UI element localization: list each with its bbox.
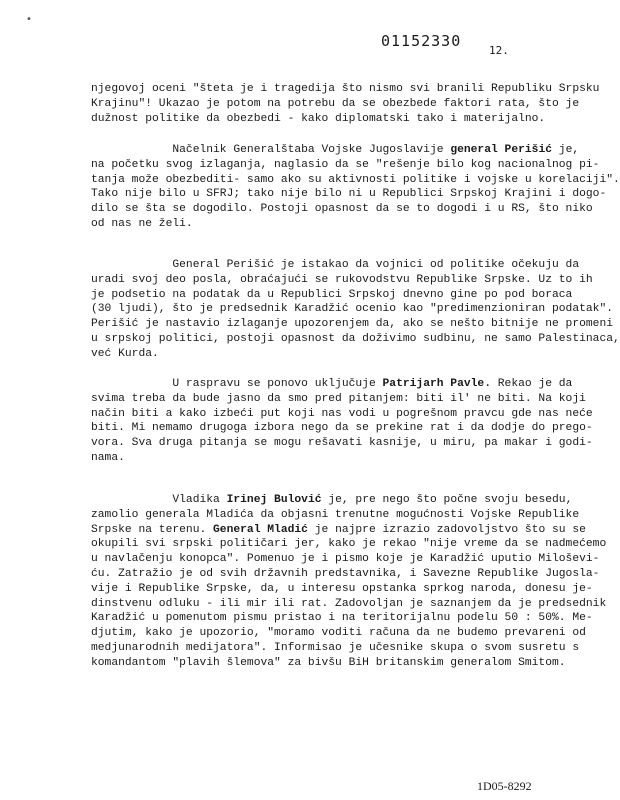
paragraph-line: General Perišić je istakao da vojnici od politike očekuju da bbox=[91, 259, 580, 271]
footer-document-code: 1D05-8292 bbox=[477, 779, 532, 793]
corner-mark: • bbox=[26, 14, 32, 25]
paragraph-line: Perišić je nastavio izlaganje upozorenjem da, ako se nešto bitnije ne promeni bbox=[91, 318, 614, 331]
speaker-name: Patrijarh Pavle. bbox=[382, 378, 491, 390]
paragraph-1 bbox=[91, 82, 600, 126]
paragraph-line: uradi svoj deo posla, obraćajući se rukovodstvu Republike Srpske. Uz to ih bbox=[91, 273, 593, 286]
paragraph-line: vije i Republike Srpske, da, u interesu opstanka sprkog naroda, donesu je- bbox=[91, 582, 593, 595]
paragraph-line: dilo se šta se dogodilo. Postoji opasnost da se to dogodi i u RS, što niko bbox=[91, 203, 593, 216]
paragraph-line: Načelnik Generalštaba Vojske Jugoslavije bbox=[91, 144, 451, 156]
paragraph-line: svima treba da bude jasno da smo pred pitanjem: biti il' ne biti. Na koji bbox=[91, 392, 586, 405]
paragraph-line: U raspravu se ponovo uključuje bbox=[91, 378, 383, 390]
paragraph-line: djutim, kako je upozorio, "moramo voditi računa da ne budemo prevareni od bbox=[91, 627, 586, 640]
paragraph-line: od nas ne želi. bbox=[91, 217, 193, 230]
paragraph-line: medjunarodnih medijatora". Informisao je učesnike skupa o svom susretu s bbox=[91, 641, 580, 654]
paragraph-line: je podsetio na podatak da u Republici Srpskoj dnevno gine po pod boraca bbox=[91, 288, 573, 301]
speaker-name: General Mladić bbox=[213, 523, 308, 536]
paragraph-line: način biti a kako izbeći put koji nas vodi u pogrešnom pravcu gde nas neće bbox=[91, 407, 593, 420]
paragraph-line: je, bbox=[552, 144, 580, 156]
paragraph-line: već Kurda. bbox=[91, 347, 159, 360]
paragraph-line: Krajinu"! Ukazao je potom na potrebu da se obezbede faktori rata, što je bbox=[91, 97, 580, 110]
paragraph-line: vora. Sva druga pitanja se mogu rešavati kasnije, u miru, pa makar i godi- bbox=[91, 437, 593, 450]
paragraph-line: tanja može obezbediti- samo ako su aktivnosti politike i vojske u korelaciji". bbox=[91, 173, 620, 186]
document-id-stamp: 01152330 bbox=[381, 32, 462, 50]
paragraph-line: Karadžić u pomenutom pismu pristao i na teritorijalnu podelu 50 : 50%. Me- bbox=[91, 612, 593, 625]
paragraph-line: ću. Zatražio je od svih državnih predstavnika, i Savezne Republike Jugosla- bbox=[91, 567, 600, 580]
paragraph-3 bbox=[91, 258, 620, 362]
paragraph-line: nama. bbox=[91, 451, 125, 464]
paragraph-line: Vladika bbox=[91, 494, 227, 506]
paragraph-line: okupili svi srpski političari jer, kako je rekao "nije vreme da se nadmećemo bbox=[91, 538, 607, 551]
paragraph-line: zamolio generala Mladića da objasni trenutne mogućnosti Vojske Republike bbox=[91, 508, 580, 521]
paragraph-line: dinstvenu odluku - ili mir ili rat. Zadovoljan je saznanjem da je predsednik bbox=[91, 597, 607, 610]
paragraph-line: u srpskoj politici, postoji opasnost da doživimo sudbinu, ne samo Palestinaca, bbox=[91, 332, 620, 345]
paragraph-4 bbox=[91, 377, 593, 466]
paragraph-line: u navlačenju konopca". Pomenuo je i pismo koje je Karadžić uputio Miloševi- bbox=[91, 553, 600, 566]
paragraph-line: dužnost politike da obezbedi - kako diplomatski tako i materijalno. bbox=[91, 112, 546, 125]
paragraph-line: Rekao je da bbox=[490, 378, 573, 390]
paragraph-line: je, pre nego što počne svoju besedu, bbox=[321, 494, 573, 506]
paragraph-line: Srpske na terenu. bbox=[91, 523, 214, 536]
paragraph-line: komandantom "plavih šlemova" za bivšu BiH britanskim generalom Smitom. bbox=[91, 656, 566, 669]
speaker-name: general Perišić bbox=[450, 144, 553, 156]
paragraph-line: (30 ljudi), što je predsednik Karadžić ocenio kao "predimenzioniran podatak". bbox=[91, 303, 614, 316]
paragraph-5 bbox=[91, 493, 607, 671]
page-number: 12. bbox=[489, 44, 509, 57]
paragraph-line: biti. Mi nemamo drugoga izbora nego da se prekine rat i da dodje do prego- bbox=[91, 422, 593, 435]
paragraph-line: na početku svog izlaganja, naglasio da se "rešenje bilo kog nacionalnog pi- bbox=[91, 158, 600, 171]
paragraph-line: Tako nije bilo u SFRJ; tako nije bilo ni u Republici Srpskoj Krajini i dogo- bbox=[91, 188, 607, 201]
speaker-name: Irinej Bulović bbox=[226, 494, 322, 506]
paragraph-line: njegovoj oceni "šteta je i tragedija što nismo svi branili Republiku Srpsku bbox=[91, 83, 600, 95]
paragraph-line: je najpre izrazio zadovoljstvo što su se bbox=[307, 523, 586, 536]
paragraph-2 bbox=[91, 143, 620, 232]
